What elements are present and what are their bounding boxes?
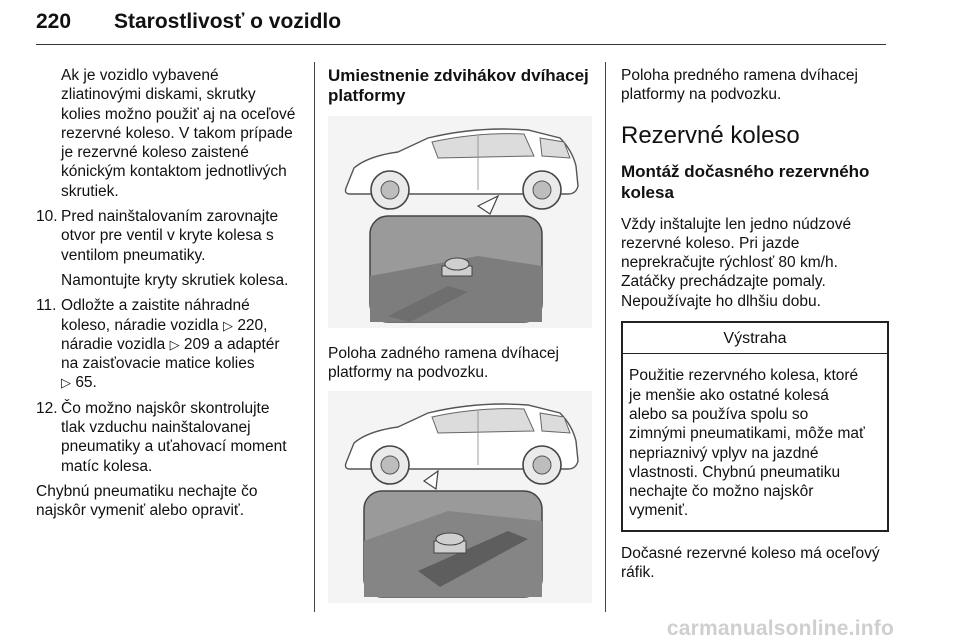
right-column — [621, 66, 889, 582]
text-line: otvor pre ventil v kryte kolesa s — [61, 227, 274, 245]
warning-text — [623, 354, 887, 529]
text-line: Nepoužívajte ho dlhšiu dobu. — [621, 292, 821, 310]
warning-box — [621, 321, 889, 532]
text-line: tlak vzduchu nainštalovanej — [61, 419, 251, 437]
text-line: platformy na podvozku. — [328, 364, 489, 382]
text-line: alebo sa používa spolu so — [629, 405, 809, 423]
step-number: 10. — [36, 208, 58, 226]
text-line — [61, 373, 306, 392]
page-reference-arrow-icon: ▷ — [223, 317, 233, 333]
subsection-heading — [621, 161, 889, 203]
closing-paragraph — [36, 482, 306, 521]
text-line: rezervné koleso. V takom prípade — [61, 124, 293, 142]
step-number: 12. — [36, 399, 58, 417]
text-line: Odložte a zaistite náhradné — [61, 297, 250, 315]
figure-caption — [621, 66, 889, 105]
step-10 — [36, 207, 306, 290]
text-line: Vždy inštalujte len jedno núdzové — [621, 215, 852, 233]
rear-jack-point-illustration — [328, 116, 592, 328]
text-line: Pred nainštalovaním zarovnajte — [61, 208, 279, 226]
text-segment: koleso, náradie vozidla — [61, 316, 223, 334]
step-11 — [36, 296, 306, 392]
page-header — [36, 6, 886, 46]
text-line: je rezervné koleso zaistené — [61, 144, 249, 162]
left-column — [36, 66, 306, 521]
section-heading: Umiestnenie zdvihákov dvíhacej — [328, 66, 589, 85]
body-paragraph — [621, 215, 889, 311]
text-line: neprekračujte rýchlosť 80 km/h. — [621, 254, 838, 272]
text-line: je menšie ako ostatné kolesá — [629, 386, 829, 404]
text-line: ventilom pneumatiky. — [61, 246, 206, 264]
text-line: Poloha zadného ramena dvíhacej — [328, 345, 559, 362]
text-line: matíc kolesa. — [61, 457, 153, 475]
page-reference[interactable]: 209 a adaptér — [183, 335, 280, 353]
page-reference[interactable]: 220, — [237, 316, 268, 334]
front-jack-point-illustration — [328, 391, 592, 603]
text-line: ráfik. — [621, 564, 655, 582]
text-line — [61, 316, 306, 335]
step-number: 11. — [36, 297, 57, 315]
text-line: platformy na podvozku. — [621, 86, 782, 104]
text-line: kolies možno použiť aj na oceľové — [61, 105, 296, 123]
text-line: Poloha predného ramena dvíhacej — [621, 67, 858, 84]
text-line: nechajte čo možno najskôr — [629, 483, 814, 501]
text-line: Použitie rezervného kolesa, ktoré — [629, 367, 859, 385]
step-12 — [36, 399, 306, 476]
page-reference-arrow-icon: ▷ — [169, 336, 180, 352]
text-line: pneumatiky a uťahovací moment — [61, 438, 287, 456]
text-line: najskôr vymeniť alebo opraviť. — [36, 502, 245, 520]
text-line: zimnými pneumatikami, môže mať — [629, 425, 865, 443]
section-title: Rezervné koleso — [621, 121, 800, 149]
section-heading: platformy — [328, 86, 406, 105]
text-line: vlastnosti. Chybnú pneumatiku — [629, 463, 841, 481]
watermark: carmanualsonline.info — [666, 617, 894, 640]
text-line: Chybnú pneumatiku nechajte čo — [36, 482, 258, 500]
text-line: Montáž dočasného rezervného — [621, 161, 870, 181]
page-title: Starostlivosť o vozidlo — [114, 10, 342, 33]
text-line: Čo možno najskôr skontrolujte — [61, 399, 270, 417]
text-line: kónickým kontaktom jednotlivých — [61, 163, 287, 181]
intro-paragraph — [36, 66, 306, 201]
text-line: Zatáčky prechádzajte pomaly. — [621, 273, 826, 291]
page-number: 220 — [36, 10, 72, 33]
text-line: Namontujte kryty skrutiek kolesa. — [61, 271, 289, 289]
page-reference-arrow-icon: ▷ — [61, 375, 71, 391]
page-reference[interactable]: 65. — [75, 374, 97, 392]
closing-paragraph — [621, 544, 889, 583]
text-line: Dočasné rezervné koleso má oceľový — [621, 544, 880, 562]
text-line: kolesa — [621, 182, 674, 202]
middle-column — [328, 66, 596, 603]
column-divider — [314, 62, 315, 612]
text-line: na zaisťovacie matice kolies — [61, 355, 255, 373]
text-segment: náradie vozidla — [61, 335, 170, 353]
text-line: vymeniť. — [629, 502, 689, 520]
text-line: Ak je vozidlo vybavené — [61, 67, 219, 84]
warning-title: Výstraha — [623, 323, 887, 354]
text-line: skrutiek. — [61, 182, 119, 200]
column-divider — [605, 62, 606, 612]
text-line: nepriaznivý vplyv na jazdné — [629, 444, 819, 462]
text-line: zliatinovými diskami, skrutky — [61, 86, 256, 104]
figure-caption — [328, 344, 596, 383]
text-line: rezervné koleso. Pri jazde — [621, 234, 800, 252]
text-line — [61, 335, 306, 354]
header-rule — [36, 44, 886, 45]
